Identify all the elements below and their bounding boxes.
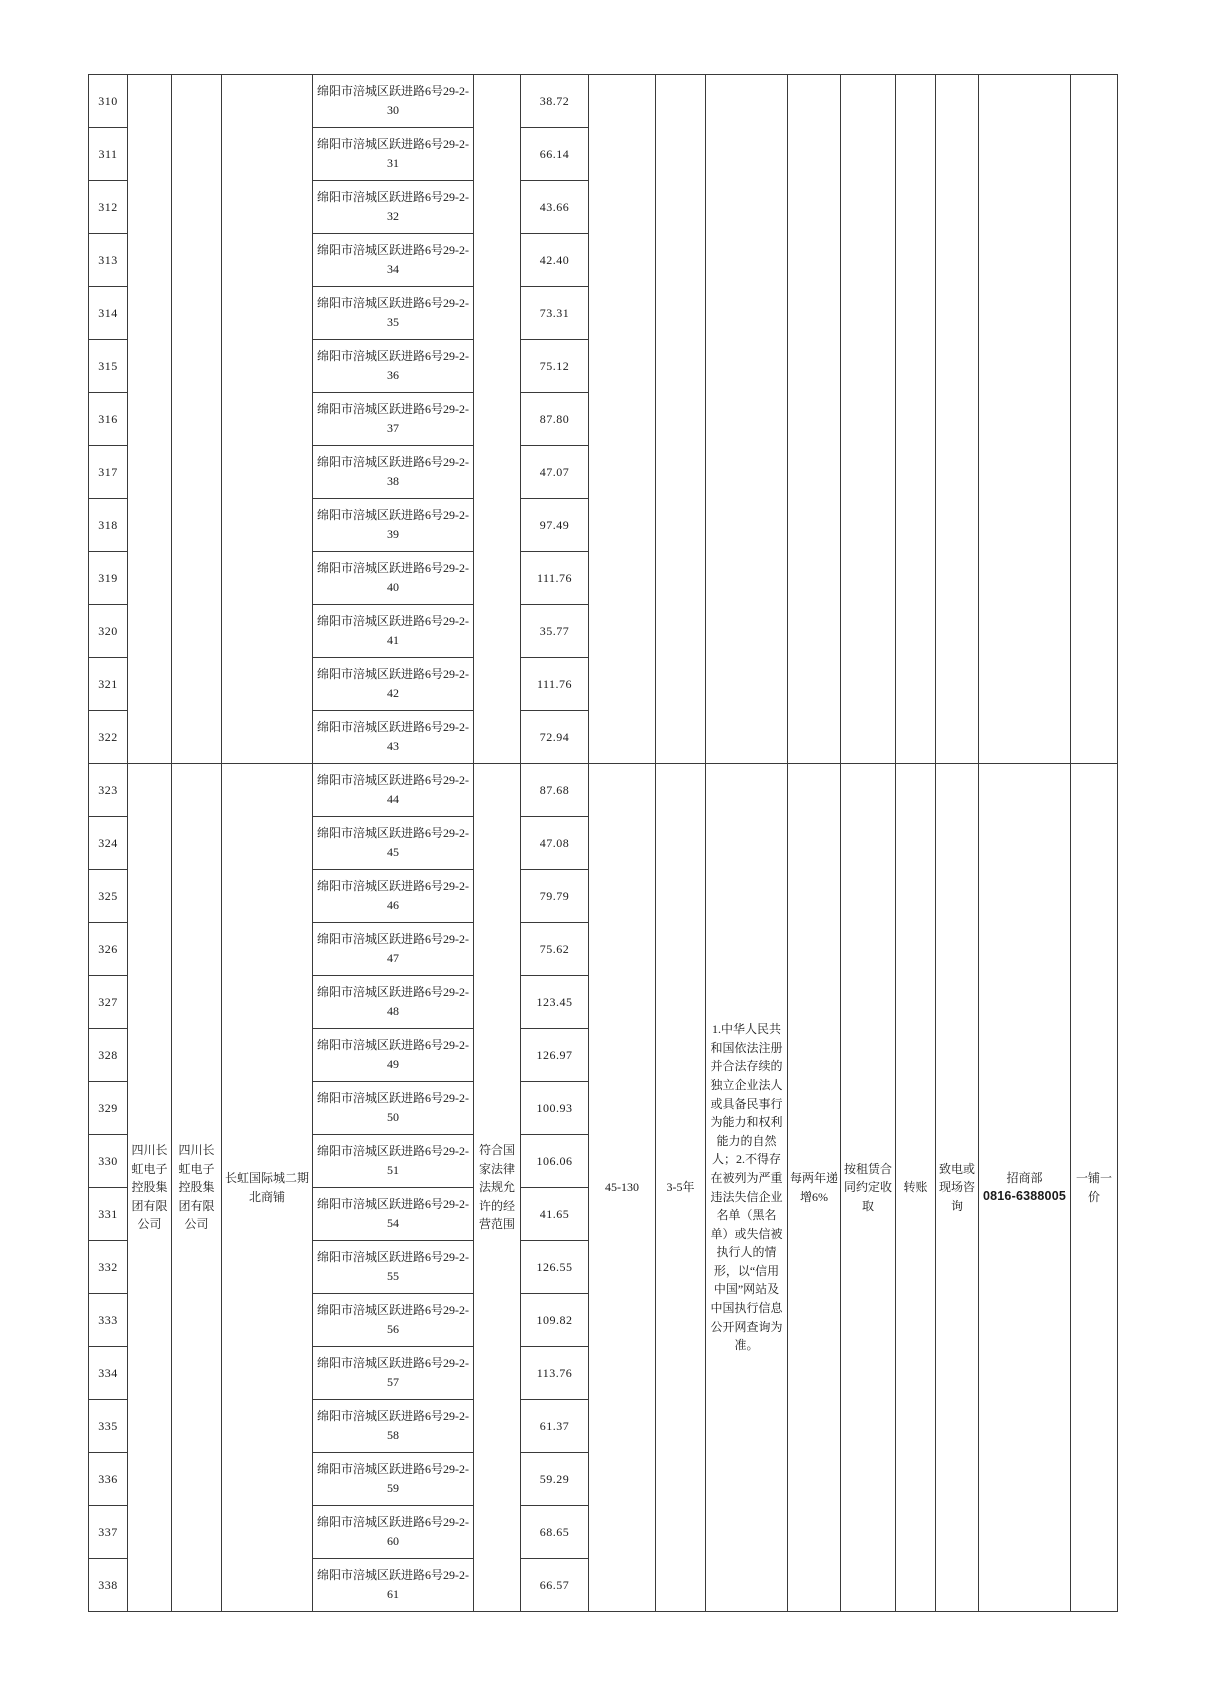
- payment-method-cell: 转账: [896, 764, 936, 1612]
- owner-company-cell: [128, 75, 172, 764]
- row-number-cell: 318: [89, 499, 128, 552]
- address-cell: 绵阳市涪城区跃进路6号29-2-49: [313, 1029, 474, 1082]
- address-cell: 绵阳市涪城区跃进路6号29-2-45: [313, 817, 474, 870]
- area-cell: 35.77: [521, 605, 589, 658]
- address-cell: 绵阳市涪城区跃进路6号29-2-42: [313, 658, 474, 711]
- contact-cell: [979, 75, 1071, 764]
- row-number-cell: 317: [89, 446, 128, 499]
- row-number-cell: 335: [89, 1400, 128, 1453]
- contact-cell: [979, 764, 1071, 1612]
- row-number-cell: 312: [89, 181, 128, 234]
- row-number-cell: 325: [89, 870, 128, 923]
- business-scope-cell: 符合国家法律法规允许的经营范围: [474, 764, 521, 1612]
- lease-listing-table: [88, 74, 1118, 1612]
- fee-collection-cell: [841, 75, 896, 764]
- area-cell: 72.94: [521, 711, 589, 764]
- address-cell: 绵阳市涪城区跃进路6号29-2-40: [313, 552, 474, 605]
- area-cell: 75.62: [521, 923, 589, 976]
- row-number-cell: 327: [89, 976, 128, 1029]
- area-cell: 97.49: [521, 499, 589, 552]
- project-name-cell: 长虹国际城二期北商铺: [222, 764, 313, 1612]
- address-cell: 绵阳市涪城区跃进路6号29-2-37: [313, 393, 474, 446]
- area-cell: 68.65: [521, 1506, 589, 1559]
- address-cell: 绵阳市涪城区跃进路6号29-2-35: [313, 287, 474, 340]
- row-number-cell: 333: [89, 1294, 128, 1347]
- row-number-cell: 311: [89, 128, 128, 181]
- lease-term-cell: 3-5年: [656, 764, 706, 1612]
- address-cell: 绵阳市涪城区跃进路6号29-2-61: [313, 1559, 474, 1612]
- row-number-cell: 329: [89, 1082, 128, 1135]
- address-cell: 绵阳市涪城区跃进路6号29-2-50: [313, 1082, 474, 1135]
- area-cell: 73.31: [521, 287, 589, 340]
- row-number-cell: 313: [89, 234, 128, 287]
- area-cell: 75.12: [521, 340, 589, 393]
- row-number-cell: 338: [89, 1559, 128, 1612]
- row-number-cell: 321: [89, 658, 128, 711]
- row-number-cell: 331: [89, 1188, 128, 1241]
- address-cell: 绵阳市涪城区跃进路6号29-2-60: [313, 1506, 474, 1559]
- area-cell: 66.14: [521, 128, 589, 181]
- project-name-cell: [222, 75, 313, 764]
- area-cell: 66.57: [521, 1559, 589, 1612]
- contact-phone: 0816-6388005: [982, 1189, 1067, 1204]
- address-cell: 绵阳市涪城区跃进路6号29-2-43: [313, 711, 474, 764]
- table-row: [89, 764, 1118, 817]
- address-cell: 绵阳市涪城区跃进路6号29-2-46: [313, 870, 474, 923]
- inquiry-method-cell: 致电或现场咨询: [936, 764, 979, 1612]
- area-cell: 106.06: [521, 1135, 589, 1188]
- address-cell: 绵阳市涪城区跃进路6号29-2-56: [313, 1294, 474, 1347]
- row-number-cell: 330: [89, 1135, 128, 1188]
- row-number-cell: 326: [89, 923, 128, 976]
- address-cell: 绵阳市涪城区跃进路6号29-2-36: [313, 340, 474, 393]
- address-cell: 绵阳市涪城区跃进路6号29-2-34: [313, 234, 474, 287]
- row-number-cell: 319: [89, 552, 128, 605]
- business-scope-cell: [474, 75, 521, 764]
- row-number-cell: 334: [89, 1347, 128, 1400]
- area-cell: 109.82: [521, 1294, 589, 1347]
- address-cell: 绵阳市涪城区跃进路6号29-2-31: [313, 128, 474, 181]
- rent-escalation-cell: 每两年递增6%: [788, 764, 841, 1612]
- row-number-cell: 310: [89, 75, 128, 128]
- address-cell: 绵阳市涪城区跃进路6号29-2-51: [313, 1135, 474, 1188]
- area-cell: 111.76: [521, 552, 589, 605]
- address-cell: 绵阳市涪城区跃进路6号29-2-39: [313, 499, 474, 552]
- area-cell: 38.72: [521, 75, 589, 128]
- area-cell: 61.37: [521, 1400, 589, 1453]
- address-cell: 绵阳市涪城区跃进路6号29-2-48: [313, 976, 474, 1029]
- area-cell: 111.76: [521, 658, 589, 711]
- payment-method-cell: [896, 75, 936, 764]
- row-number-cell: 328: [89, 1029, 128, 1082]
- pricing-cell: [1071, 75, 1118, 764]
- rent-range-cell: 45-130: [589, 764, 656, 1612]
- address-cell: 绵阳市涪城区跃进路6号29-2-55: [313, 1241, 474, 1294]
- address-cell: 绵阳市涪城区跃进路6号29-2-47: [313, 923, 474, 976]
- row-number-cell: 315: [89, 340, 128, 393]
- row-number-cell: 320: [89, 605, 128, 658]
- fee-collection-cell: 按租赁合同约定收取: [841, 764, 896, 1612]
- address-cell: 绵阳市涪城区跃进路6号29-2-54: [313, 1188, 474, 1241]
- address-cell: 绵阳市涪城区跃进路6号29-2-58: [313, 1400, 474, 1453]
- area-cell: 47.07: [521, 446, 589, 499]
- area-cell: 41.65: [521, 1188, 589, 1241]
- area-cell: 59.29: [521, 1453, 589, 1506]
- row-number-cell: 336: [89, 1453, 128, 1506]
- area-cell: 47.08: [521, 817, 589, 870]
- rent-range-cell: [589, 75, 656, 764]
- pricing-cell: 一铺一价: [1071, 764, 1118, 1612]
- operator-company-cell: [172, 75, 222, 764]
- row-number-cell: 323: [89, 764, 128, 817]
- address-cell: 绵阳市涪城区跃进路6号29-2-41: [313, 605, 474, 658]
- area-cell: 123.45: [521, 976, 589, 1029]
- address-cell: 绵阳市涪城区跃进路6号29-2-59: [313, 1453, 474, 1506]
- address-cell: 绵阳市涪城区跃进路6号29-2-57: [313, 1347, 474, 1400]
- tenant-qualification-cell: [706, 75, 788, 764]
- area-cell: 42.40: [521, 234, 589, 287]
- address-cell: 绵阳市涪城区跃进路6号29-2-38: [313, 446, 474, 499]
- address-cell: 绵阳市涪城区跃进路6号29-2-30: [313, 75, 474, 128]
- row-number-cell: 324: [89, 817, 128, 870]
- area-cell: 87.68: [521, 764, 589, 817]
- area-cell: 113.76: [521, 1347, 589, 1400]
- row-number-cell: 314: [89, 287, 128, 340]
- contact-department: 招商部: [1006, 1170, 1043, 1185]
- lease-term-cell: [656, 75, 706, 764]
- tenant-qualification-cell: 1.中华人民共和国依法注册并合法存续的独立企业法人或具备民事行为能力和权利能力的自然人；2.不得存在被列为严重违法失信企业名单（黑名单）或失信被执行人的情形，以“信用中国”网站及中国执行信息公开网查询为准。: [706, 764, 788, 1612]
- rent-escalation-cell: [788, 75, 841, 764]
- area-cell: 87.80: [521, 393, 589, 446]
- area-cell: 79.79: [521, 870, 589, 923]
- address-cell: 绵阳市涪城区跃进路6号29-2-44: [313, 764, 474, 817]
- owner-company-cell: 四川长虹电子控股集团有限公司: [128, 764, 172, 1612]
- area-cell: 126.55: [521, 1241, 589, 1294]
- row-number-cell: 322: [89, 711, 128, 764]
- area-cell: 126.97: [521, 1029, 589, 1082]
- area-cell: 100.93: [521, 1082, 589, 1135]
- area-cell: 43.66: [521, 181, 589, 234]
- address-cell: 绵阳市涪城区跃进路6号29-2-32: [313, 181, 474, 234]
- operator-company-cell: 四川长虹电子控股集团有限公司: [172, 764, 222, 1612]
- row-number-cell: 332: [89, 1241, 128, 1294]
- lease-table-body: [89, 75, 1118, 1612]
- row-number-cell: 316: [89, 393, 128, 446]
- inquiry-method-cell: [936, 75, 979, 764]
- table-row: [89, 75, 1118, 128]
- row-number-cell: 337: [89, 1506, 128, 1559]
